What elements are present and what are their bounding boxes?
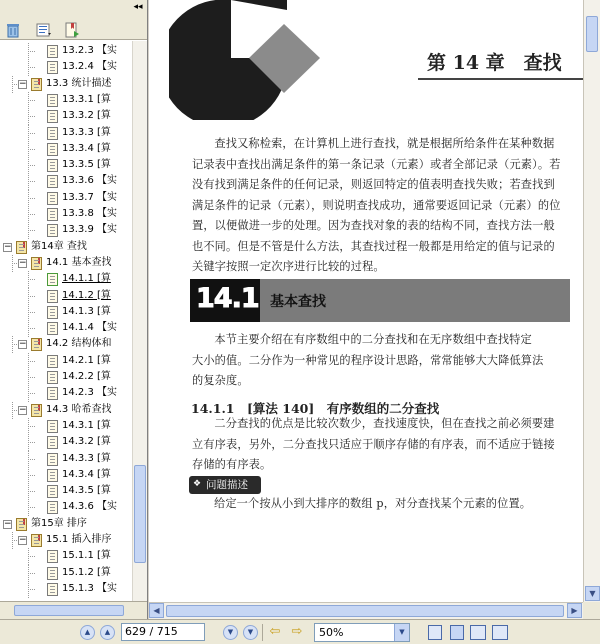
toolbar-separator [262, 624, 263, 641]
bookmark-label: 14.3.4 [算 [62, 468, 111, 480]
scroll-down-arrow-icon[interactable]: ▼ [585, 586, 600, 601]
bookmark-label: 14.3.3 [算 [62, 452, 111, 464]
bookmark-label: 13.2.3 【实 [62, 45, 117, 56]
bookmark-page-icon [47, 94, 58, 107]
section-number: 14.1 [196, 283, 259, 314]
continuous-facing-view-icon[interactable] [492, 625, 508, 640]
bookmark-label: 第15章 排序 [31, 517, 87, 529]
bookmark-label: 14.2 结构体和 [46, 338, 112, 350]
text-line: 存储的有序表。 [192, 458, 272, 471]
bookmark-item[interactable] [0, 369, 132, 385]
bookmark-item[interactable] [0, 59, 132, 75]
bookmark-page-icon [47, 192, 58, 205]
tree-connector [28, 581, 29, 598]
bookmark-label: 14.1.4 【实 [62, 322, 117, 334]
bookmark-item[interactable] [0, 43, 132, 59]
bookmark-label: 14.2.1 [算 [62, 354, 111, 366]
bookmark-item[interactable] [0, 288, 132, 304]
bookmark-page-icon [47, 501, 58, 514]
tree-connector [28, 149, 35, 150]
bookmarks-scroll-thumb[interactable] [134, 465, 146, 563]
bookmark-item[interactable] [0, 565, 132, 581]
tree-connector [28, 141, 29, 158]
chapter-intro-paragraph [192, 134, 578, 278]
tree-connector [28, 565, 29, 582]
text-line: 大小的值。二分作为一种常见的程序设计思路，常常能够大大降低算法 [192, 353, 544, 367]
tree-connector [28, 116, 35, 117]
scroll-left-arrow-icon[interactable]: ◀ [149, 603, 164, 618]
bookmark-options-icon[interactable] [36, 22, 52, 38]
go-forward-icon[interactable]: ⇨ [291, 624, 303, 639]
last-page-icon[interactable]: ▼ [243, 625, 258, 640]
bookmark-folder-icon [16, 241, 27, 254]
tree-connector [28, 230, 35, 231]
tree-connector [28, 467, 29, 484]
scroll-right-arrow-icon[interactable]: ▶ [567, 603, 582, 618]
bookmark-item[interactable] [0, 141, 132, 157]
text-line: 立有序表，另外，二分查找只适应于顺序存储的有序表，而不适应于链接 [192, 437, 555, 451]
bookmark-item[interactable] [0, 255, 132, 271]
bookmark-item[interactable] [0, 451, 132, 467]
bookmark-label: 第14章 查找 [31, 240, 87, 252]
bookmark-page-icon [47, 420, 58, 433]
chapter-title-rule [418, 78, 583, 80]
tree-connector [28, 548, 29, 565]
bookmark-page-icon [47, 290, 58, 303]
bookmark-folder-icon [31, 257, 42, 270]
bookmark-label: 13.3.4 [算 [62, 142, 111, 154]
bookmark-item[interactable] [0, 516, 132, 532]
tree-connector [28, 157, 29, 174]
page-number-input[interactable]: 629 / 715 [121, 623, 205, 641]
subsection-paragraph [192, 414, 578, 476]
bookmark-page-icon [47, 61, 58, 74]
bookmark-label: 14.1 基本查找 [46, 256, 112, 268]
single-page-view-icon[interactable] [428, 625, 442, 640]
document-scroll-thumb[interactable] [586, 16, 598, 52]
continuous-view-icon[interactable] [450, 625, 464, 640]
bookmark-item[interactable] [0, 125, 132, 141]
zoom-select[interactable] [314, 623, 410, 642]
problem-description-tag [189, 476, 261, 494]
bookmark-page-icon [47, 485, 58, 498]
document-vertical-scrollbar[interactable] [583, 0, 600, 602]
bookmark-item[interactable] [0, 92, 132, 108]
go-back-icon[interactable]: ⇦ [269, 624, 281, 639]
diamond-bullet-icon: ❖ [193, 479, 202, 489]
tree-connector [28, 507, 35, 508]
tree-connector [28, 459, 35, 460]
tree-connector [28, 108, 29, 125]
bookmark-page-icon [47, 322, 58, 335]
next-page-icon[interactable]: ▼ [223, 625, 238, 640]
bookmark-item[interactable] [0, 173, 132, 189]
bookmark-item[interactable] [0, 190, 132, 206]
bookmark-page-icon [47, 208, 58, 221]
bookmark-page-icon [47, 436, 58, 449]
bookmark-page-icon [47, 371, 58, 384]
bookmark-item[interactable] [0, 157, 132, 173]
bookmark-item[interactable] [0, 532, 132, 548]
navigation-statusbar [0, 619, 600, 644]
bookmark-item[interactable] [0, 467, 132, 483]
tree-connector [28, 59, 29, 76]
tree-connector [28, 442, 35, 443]
bookmark-label: 13.3.1 [算 [62, 93, 111, 105]
tree-connector [28, 377, 35, 378]
bookmark-page-icon [47, 110, 58, 123]
section-title: 基本查找 [270, 294, 326, 310]
tree-connector [28, 328, 35, 329]
tree-connector [28, 271, 29, 288]
bookmark-page-icon [47, 453, 58, 466]
text-line: 本节主要介绍在有序数组中的二分查找和在无序数组中查找特定 [214, 333, 532, 346]
tree-connector [28, 165, 35, 166]
tree-connector [28, 451, 29, 468]
previous-page-icon[interactable]: ▲ [100, 625, 115, 640]
bookmark-label: 14.3.2 [算 [62, 436, 111, 448]
bookmark-label: 13.3 统计描述 [46, 77, 112, 89]
bookmark-page-icon [47, 273, 58, 286]
tree-connector [28, 173, 29, 190]
tree-connector [28, 279, 35, 280]
document-horizontal-scrollbar[interactable] [149, 602, 583, 619]
tree-connector [28, 51, 35, 52]
bookmark-label: 13.3.6 【实 [62, 175, 117, 187]
bookmark-folder-icon [31, 338, 42, 351]
bookmark-item[interactable] [0, 320, 132, 336]
chapter-title: 第 14 章 查找 [427, 52, 562, 74]
bookmark-item[interactable] [0, 222, 132, 238]
text-line: 的复杂度。 [192, 374, 249, 387]
tree-connector [28, 288, 29, 305]
bookmark-page-icon [47, 550, 58, 563]
collapse-panel-button[interactable]: ◂◂ [133, 2, 143, 12]
tree-connector [28, 556, 35, 557]
bookmark-label: 14.2.2 [算 [62, 371, 111, 382]
scrollbar-corner [583, 602, 600, 619]
bookmark-label: 13.2.4 【实 [62, 61, 117, 73]
bookmark-label: 13.3.9 【实 [62, 224, 117, 236]
bookmark-folder-icon [16, 518, 27, 531]
tree-connector [28, 426, 35, 427]
bookmark-item[interactable] [0, 271, 132, 287]
bookmark-page-icon [47, 143, 58, 156]
tree-connector [28, 491, 35, 492]
trash-icon[interactable] [5, 22, 21, 38]
zoom-value: 50% [319, 626, 344, 639]
bookmark-label: 14.1.3 [算 [62, 305, 111, 317]
tree-connector [28, 296, 35, 297]
collapse-toggle-icon[interactable]: − [19, 535, 27, 545]
collapse-toggle-icon[interactable]: − [19, 404, 27, 415]
bookmark-label: 13.3.8 【实 [62, 208, 117, 219]
bookmarks-horizontal-scrollbar[interactable] [0, 601, 147, 619]
bookmark-page-icon [47, 306, 58, 319]
problem-statement: 给定一个按从小到大排序的数组 p，对分查找某个元素的位置。 [214, 497, 532, 510]
bookmark-folder-icon [31, 534, 42, 547]
collapse-toggle-icon[interactable]: − [19, 257, 27, 268]
bookmark-page-icon [47, 159, 58, 172]
bookmark-label: 15.1 插入排序 [46, 534, 112, 545]
tree-connector [28, 43, 29, 60]
text-line: 也不同。但是不管是什么方法，其查找过程一般都是用给定的值与记录的 [192, 239, 555, 253]
tree-connector [28, 499, 29, 516]
tree-connector [28, 434, 29, 451]
bookmark-item[interactable] [0, 581, 132, 597]
tree-connector [28, 125, 29, 142]
tree-connector [28, 206, 29, 223]
tree-connector [28, 573, 35, 574]
bookmarks-toolbar [0, 0, 147, 40]
collapse-toggle-icon[interactable]: − [19, 339, 27, 350]
tree-connector [28, 483, 29, 500]
bookmark-label: 13.3.2 [算 [62, 110, 111, 122]
bookmark-item[interactable] [0, 304, 132, 320]
new-bookmark-icon[interactable] [64, 22, 80, 38]
bookmark-item[interactable] [0, 434, 132, 450]
tree-connector [28, 214, 35, 215]
bookmark-tree [0, 41, 132, 601]
bookmarks-hscroll-thumb[interactable] [14, 605, 124, 616]
bookmarks-panel [0, 0, 148, 620]
tree-connector [28, 181, 35, 182]
tree-connector [28, 133, 35, 134]
text-line: 关键字按照一定次序进行比较的过程。 [192, 260, 385, 273]
bookmark-item[interactable] [0, 385, 132, 401]
bookmark-item[interactable] [0, 548, 132, 564]
tree-connector [12, 532, 13, 549]
tree-connector [28, 369, 29, 386]
tree-connector [12, 255, 13, 272]
collapse-toggle-icon[interactable]: − [4, 518, 12, 529]
tree-connector [28, 304, 29, 321]
bookmark-item[interactable] [0, 353, 132, 369]
bookmark-label: 13.3.7 【实 [62, 191, 117, 203]
tree-connector [28, 361, 35, 362]
bookmark-item[interactable] [0, 206, 132, 222]
bookmark-label: 14.1.2 [算 [62, 289, 111, 301]
chapter-decoration-graphic [169, 0, 359, 120]
bookmark-label: 15.1.1 [算 [62, 550, 111, 562]
tree-connector [12, 402, 13, 419]
facing-view-icon[interactable] [470, 625, 486, 640]
bookmark-label: 15.1.2 [算 [62, 566, 111, 578]
tree-connector [12, 336, 13, 353]
bookmark-page-icon [47, 583, 58, 596]
bookmark-item[interactable] [0, 499, 132, 515]
tree-connector [28, 393, 35, 394]
tree-connector [28, 353, 29, 370]
bookmark-page-icon [47, 387, 58, 400]
tree-connector [28, 418, 29, 435]
bookmark-label: 14.3 哈希查找 [46, 403, 112, 415]
bookmark-item[interactable] [0, 76, 132, 92]
bookmark-item[interactable] [0, 108, 132, 124]
bookmark-label: 15.1.3 【实 [62, 582, 117, 594]
bookmark-label: 14.3.5 [算 [62, 485, 111, 497]
bookmark-item[interactable] [0, 483, 132, 499]
tree-connector [28, 475, 35, 476]
bookmark-page-icon [47, 567, 58, 580]
bookmark-page-icon [47, 175, 58, 188]
bookmark-label: 14.3.1 [算 [62, 419, 111, 431]
text-line: 查找又称检索，在计算机上进行查找，就是根据所给条件在某种数据 [214, 137, 555, 150]
first-page-icon[interactable]: ▲ [80, 625, 95, 640]
chevron-down-icon[interactable]: ▼ [394, 624, 409, 641]
bookmark-page-icon [47, 127, 58, 140]
tree-connector [12, 76, 13, 93]
bookmark-page-icon [47, 45, 58, 58]
text-line: 满足条件的记录（元素），则说明查找成功，通常要返回记录（元素）的位 [192, 198, 561, 212]
subsection-heading: 14.1.1 [算法 140] 有序数组的二分查找 [191, 401, 440, 416]
tree-connector [28, 222, 29, 239]
text-line: 没有找到满足条件的任何记录，则返回特定的值表明查找失败；若查找到 [192, 178, 555, 191]
collapse-toggle-icon[interactable]: − [19, 78, 27, 89]
tree-connector [28, 312, 35, 313]
bookmark-label: 13.3.5 [算 [62, 159, 111, 171]
tree-connector [28, 320, 29, 337]
bookmark-item[interactable] [0, 418, 132, 434]
bookmark-item[interactable] [0, 402, 132, 418]
tree-connector [28, 100, 35, 101]
collapse-toggle-icon[interactable]: − [4, 241, 12, 252]
bookmark-label: 14.1.1 [算 [62, 273, 111, 285]
bookmarks-vertical-scrollbar[interactable] [132, 41, 147, 601]
document-hscroll-thumb[interactable] [166, 605, 564, 617]
tree-connector [28, 67, 35, 68]
bookmark-page-icon [47, 469, 58, 482]
bookmark-item[interactable] [0, 239, 132, 255]
bookmark-page-icon [47, 224, 58, 237]
bookmark-label: 14.3.6 【实 [62, 501, 117, 513]
tree-connector [28, 385, 29, 402]
bookmark-folder-icon [31, 78, 42, 91]
tree-connector [28, 589, 35, 590]
text-line: 置，以便做进一步的处理。因为查找对象的表的结构不同，查找方法一般 [192, 219, 555, 232]
problem-tag-label: 问题描述 [206, 479, 248, 491]
tree-connector [28, 92, 29, 109]
bookmark-page-icon [47, 355, 58, 368]
text-line: 记录表中查找出满足条件的第一条记录（元素）或者全部记录（元素）。若 [192, 157, 561, 171]
bookmark-folder-icon [31, 404, 42, 417]
section-intro-paragraph [192, 330, 578, 392]
bookmark-item[interactable] [0, 336, 132, 352]
text-line: 二分查找的优点是比较次数少，查找速度快，但在查找之前必须要建 [214, 417, 555, 430]
tree-connector [28, 190, 29, 207]
tree-connector [28, 198, 35, 199]
bookmark-label: 13.3.3 [算 [62, 126, 111, 138]
bookmark-label: 14.2.3 【实 [62, 387, 117, 399]
